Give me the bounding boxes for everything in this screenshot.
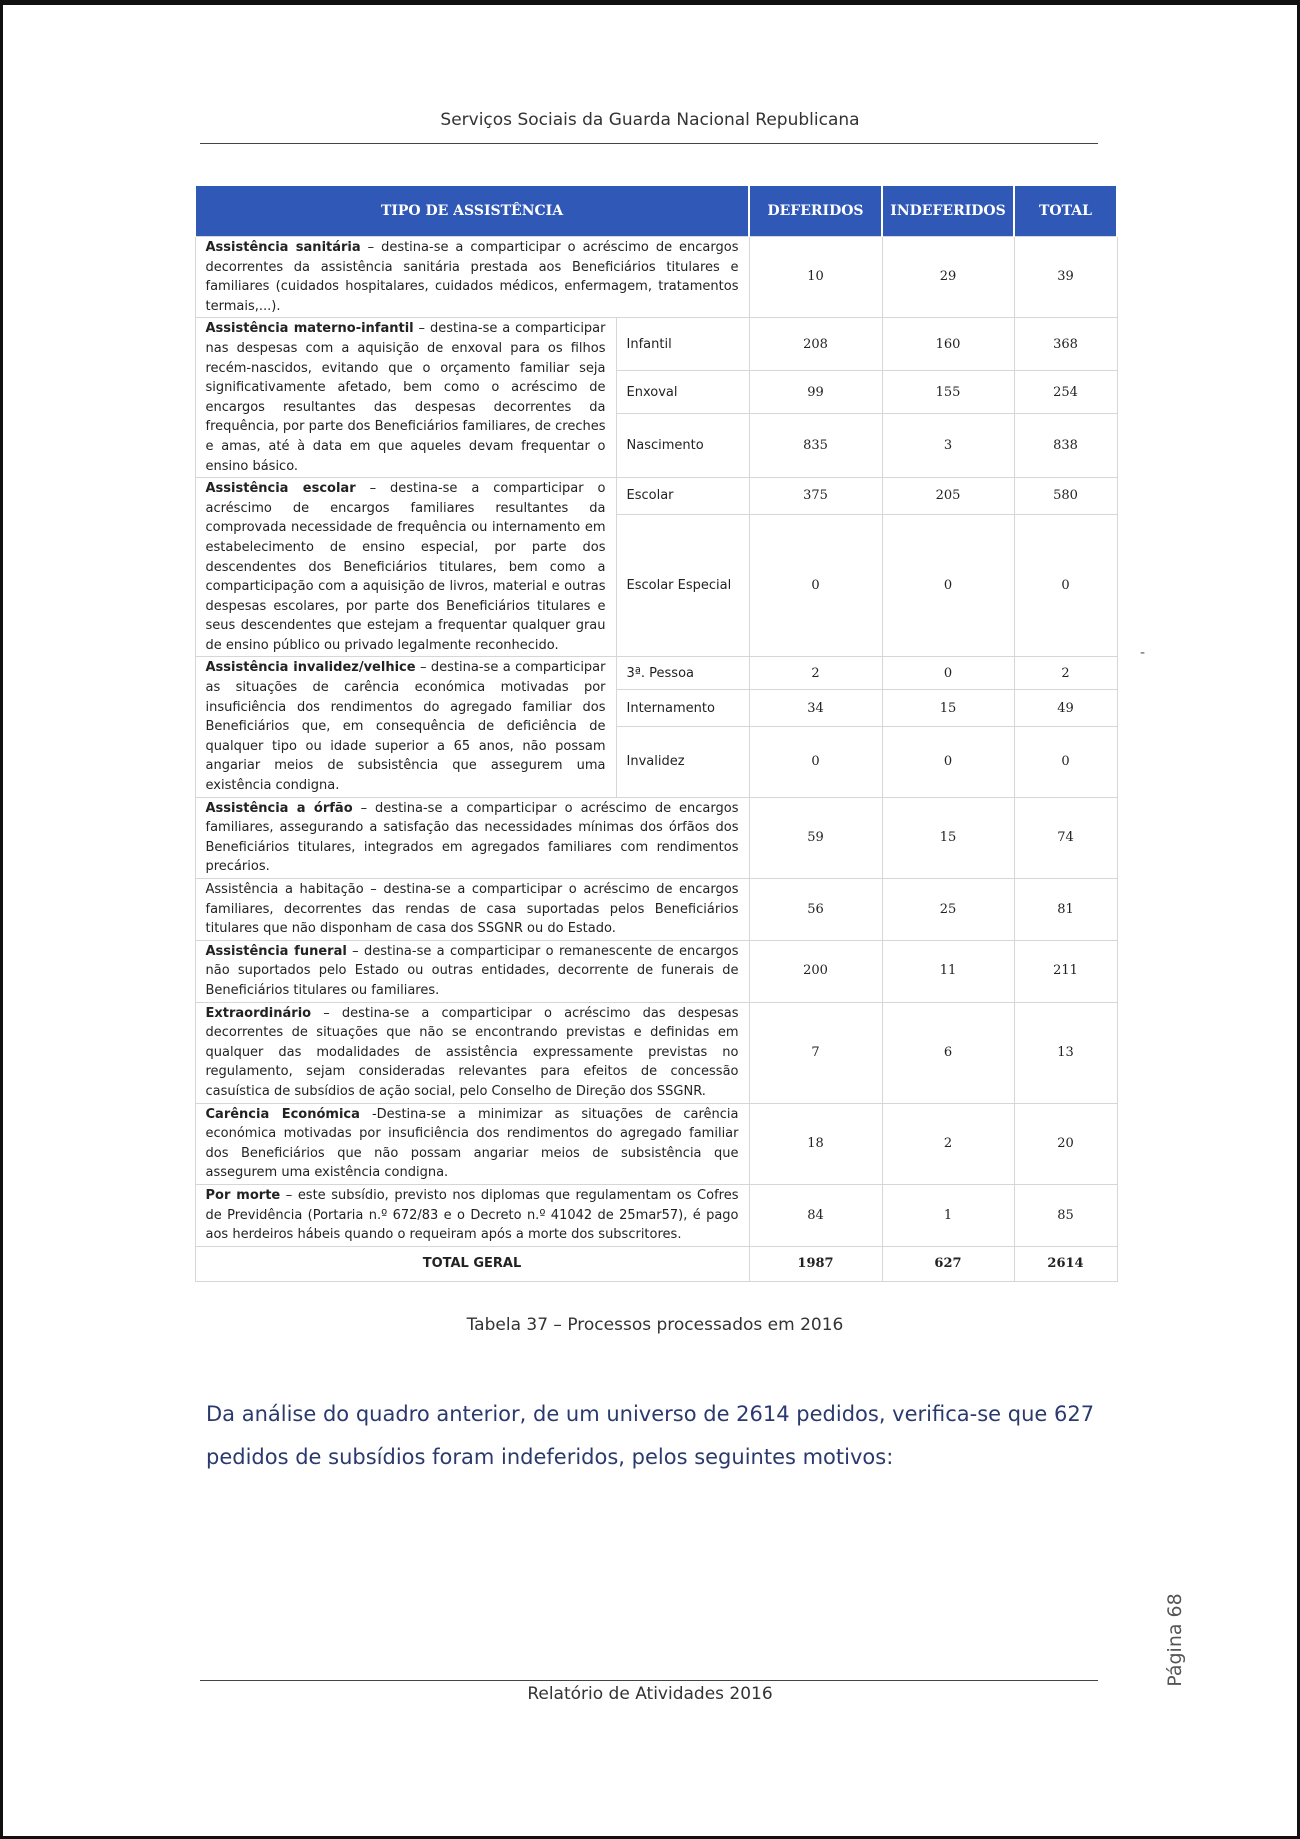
table-row	[195, 318, 1117, 371]
table-row	[195, 879, 1117, 941]
page-number-text: Página 68	[1164, 1593, 1186, 1687]
cell-total: 74	[1014, 797, 1117, 878]
row-description: Assistência materno-infantil – destina-se a comparticipar nas despesas com a aquisição de enxoval para os filhos recém-nascidos, evitando que o orçamento familiar seja significativamente afetado, bem como o acréscimo de encargos resultantes das despesas decorrentes da frequência, por parte dos Beneficiários familiares, de creches e amas, até à data em que aqueles devam frequentar o ensino básico.	[195, 318, 616, 478]
cell-indeferidos: 1	[882, 1184, 1014, 1246]
cell-deferidos: 208	[749, 318, 882, 371]
sub-label: Internamento	[616, 690, 749, 727]
table-row	[195, 237, 1117, 318]
sub-label: Enxoval	[616, 371, 749, 414]
cell-indeferidos: 0	[882, 727, 1014, 797]
cell-indeferidos: 29	[882, 237, 1014, 318]
cell-indeferidos: 3	[882, 414, 1014, 478]
cell-indeferidos: 2	[882, 1103, 1014, 1184]
total-total: 2614	[1014, 1246, 1117, 1281]
cell-deferidos: 34	[749, 690, 882, 727]
sub-label: Escolar Especial	[616, 515, 749, 657]
sub-label: Escolar	[616, 478, 749, 515]
cell-total: 254	[1014, 371, 1117, 414]
header-rule	[200, 143, 1098, 144]
cell-indeferidos: 0	[882, 657, 1014, 690]
cell-indeferidos: 11	[882, 940, 1014, 1002]
page-footer: Relatório de Atividades 2016	[527, 1684, 773, 1704]
cell-indeferidos: 205	[882, 478, 1014, 515]
cell-total: 39	[1014, 237, 1117, 318]
table-row	[195, 657, 1117, 690]
col-header-type: TIPO DE ASSISTÊNCIA	[195, 186, 749, 237]
cell-indeferidos: 25	[882, 879, 1014, 941]
cell-deferidos: 0	[749, 727, 882, 797]
cell-deferidos: 835	[749, 414, 882, 478]
cell-total: 49	[1014, 690, 1117, 727]
row-description: Assistência escolar – destina-se a comparticipar o acréscimo de encargos familiares resultantes da comprovada necessidade de frequência ou internamento em estabelecimento de ensino especial, por parte dos descendentes dos Beneficiários titulares, bem como a comparticipação com a aquisição de livros, material e outras despesas escolares, por parte dos Beneficiários titulares e seus descendentes que estejam a frequentar qualquer grau de ensino público ou privado legalmente reconhecido.	[195, 478, 616, 657]
assistance-table	[194, 186, 1118, 1282]
cell-indeferidos: 15	[882, 797, 1014, 878]
cell-deferidos: 99	[749, 371, 882, 414]
cell-total: 0	[1014, 515, 1117, 657]
table-row	[195, 1002, 1117, 1103]
margin-mark: -	[1140, 645, 1146, 661]
total-deferidos: 1987	[749, 1246, 882, 1281]
cell-deferidos: 56	[749, 879, 882, 941]
sub-label: 3ª. Pessoa	[616, 657, 749, 690]
cell-deferidos: 59	[749, 797, 882, 878]
cell-deferidos: 200	[749, 940, 882, 1002]
cell-deferidos: 7	[749, 1002, 882, 1103]
table-row	[195, 940, 1117, 1002]
row-description: Assistência funeral – destina-se a comparticipar o remanescente de encargos não suportados pelo Estado ou outras entidades, decorrente de funerais de Beneficiários titulares ou familiares.	[195, 940, 749, 1002]
row-description: Por morte – este subsídio, previsto nos diplomas que regulamentam os Cofres de Previdência (Portaria n.º 672/83 e o Decreto n.º 41042 de 25mar57), é pago aos herdeiros hábeis quando o requeiram após a morte dos subscritores.	[195, 1184, 749, 1246]
cell-deferidos: 10	[749, 237, 882, 318]
sub-label: Infantil	[616, 318, 749, 371]
col-header-total: TOTAL	[1014, 186, 1117, 237]
cell-total: 81	[1014, 879, 1117, 941]
row-description: Assistência a habitação – destina-se a comparticipar o acréscimo de encargos familiares, decorrentes das rendas de casa suportadas pelos Beneficiários titulares que não disponham de casa dos SSGNR ou do Estado.	[195, 879, 749, 941]
row-description: Assistência invalidez/velhice – destina-se a comparticipar as situações de carência económica motivadas por insuficiência dos rendimentos do agregado familiar dos Beneficiários que, em consequência de deficiência de qualquer tipo ou idade superior a 65 anos, não possam angariar meios de subsistência que assegurem uma existência condigna.	[195, 657, 616, 797]
page-header: Serviços Sociais da Guarda Nacional Republicana	[440, 110, 860, 130]
row-description: Extraordinário – destina-se a comparticipar o acréscimo das despesas decorrentes de situações que não se encontrando previstas e definidas em qualquer das modalidades de assistência expressamente previstas no regulamento, sejam consideradas relevantes para efeitos de concessão casuística de subsídios de ação social, pelo Conselho de Direção dos SSGNR.	[195, 1002, 749, 1103]
cell-total: 2	[1014, 657, 1117, 690]
table-row	[195, 797, 1117, 878]
cell-total: 13	[1014, 1002, 1117, 1103]
table-row	[195, 1184, 1117, 1246]
cell-total: 85	[1014, 1184, 1117, 1246]
cell-indeferidos: 6	[882, 1002, 1014, 1103]
cell-indeferidos: 0	[882, 515, 1014, 657]
row-description: Carência Económica -Destina-se a minimizar as situações de carência económica motivadas por insuficiência dos rendimentos do agregado familiar dos Beneficiários que não possam angariar meios de subsistência que assegurem uma existência condigna.	[195, 1103, 749, 1184]
row-description: Assistência sanitária – destina-se a comparticipar o acréscimo de encargos decorrentes da assistência sanitária prestada aos Beneficiários titulares e familiares (cuidados hospitalares, cuidados médicos, enfermagem, tratamentos termais,...).	[195, 237, 749, 318]
row-description: Assistência a órfão – destina-se a comparticipar o acréscimo de encargos familiares, assegurando a satisfação das necessidades mínimas dos órfãos dos Beneficiários titulares, integrados em agregados familiares com rendimentos precários.	[195, 797, 749, 878]
cell-deferidos: 2	[749, 657, 882, 690]
sub-label: Nascimento	[616, 414, 749, 478]
cell-deferidos: 375	[749, 478, 882, 515]
cell-total: 20	[1014, 1103, 1117, 1184]
col-header-deferidos: DEFERIDOS	[749, 186, 882, 237]
body-paragraph: Da análise do quadro anterior, de um universo de 2614 pedidos, verifica-se que 627 pedidos de subsídios foram indeferidos, pelos seguintes motivos:	[206, 1402, 1095, 1469]
table-row	[195, 478, 1117, 515]
cell-deferidos: 18	[749, 1103, 882, 1184]
cell-total: 211	[1014, 940, 1117, 1002]
cell-deferidos: 84	[749, 1184, 882, 1246]
col-header-indeferidos: INDEFERIDOS	[882, 186, 1014, 237]
page-number	[1152, 1580, 1198, 1700]
cell-total: 0	[1014, 727, 1117, 797]
cell-total: 368	[1014, 318, 1117, 371]
cell-indeferidos: 15	[882, 690, 1014, 727]
table-header-row	[195, 186, 1117, 237]
total-label: TOTAL GERAL	[195, 1246, 749, 1281]
table-row	[195, 1103, 1117, 1184]
total-indeferidos: 627	[882, 1246, 1014, 1281]
sub-label: Invalidez	[616, 727, 749, 797]
footer-rule	[200, 1680, 1098, 1681]
cell-total: 580	[1014, 478, 1117, 515]
cell-total: 838	[1014, 414, 1117, 478]
cell-deferidos: 0	[749, 515, 882, 657]
cell-indeferidos: 160	[882, 318, 1014, 371]
table-caption: Tabela 37 – Processos processados em 2016	[466, 1315, 844, 1335]
total-row	[195, 1246, 1117, 1281]
cell-indeferidos: 155	[882, 371, 1014, 414]
